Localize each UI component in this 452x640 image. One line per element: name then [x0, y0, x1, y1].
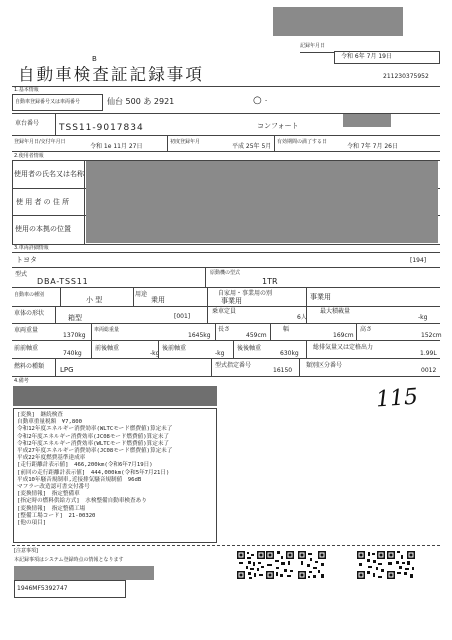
record-date-label: 記録年月日 [300, 43, 326, 49]
note-line: [整備工場コード] 21-00320 [17, 512, 96, 519]
expiry-label: 有効期間の満了する日 [277, 139, 328, 145]
remarks-notes [13, 408, 217, 543]
qr-code-icon [297, 550, 327, 580]
note-line: 令和2年度エネルギー消費効率(JC08モード燃費値)算定未了 [17, 433, 170, 440]
height-label: 高さ [360, 326, 373, 333]
length-value: 459cm [246, 332, 267, 339]
user-name-label: 使用者の氏名又は名称 [14, 170, 84, 178]
doc-title: 自動車検査証記録事項 [18, 65, 204, 84]
note-line: 令和12年度エネルギー消費効率(WLTCモード燃費値)算定未了 [17, 426, 173, 433]
note-line: 平成22年度燃費基準達成率 [17, 455, 86, 462]
max-load-value: -kg [418, 314, 428, 321]
gross-value: 1645kg [188, 332, 211, 339]
disp-label: 総排気量又は定格出力 [313, 344, 374, 351]
qr-code-icon [356, 550, 386, 580]
redacted-top [273, 7, 403, 36]
note-line: [走行距離計表示値] 466,200km(令和6年7月19日) [17, 462, 153, 469]
reg-number: 仙台 500 あ 2921 [107, 97, 175, 106]
rra-value: 630kg [280, 350, 299, 357]
fra-label: 前後軸重 [95, 345, 120, 352]
rra-label: 後後軸重 [237, 345, 262, 352]
first-reg: 平成 25年 5月 [232, 143, 272, 150]
sec4-title: 4.備考 [14, 378, 29, 384]
category-label: 類別区分番号 [306, 362, 343, 369]
serial-number: 211230375952 [383, 73, 429, 80]
length-label: 長さ [218, 326, 231, 333]
model-designation-label: 型式指定番号 [215, 362, 252, 369]
capacity-label: 乗車定員 [212, 308, 237, 315]
kind-label: 自動車の種別 [14, 292, 45, 298]
reg-dash: - [265, 97, 268, 104]
note-line: [変換] 継続検査 [17, 412, 63, 418]
kind-value: 小 型 [86, 296, 103, 304]
note-line: 令和2年度エネルギー消費効率(WLTCモード燃費値)算定未了 [17, 440, 170, 447]
model-designation-value: 16150 [273, 367, 293, 374]
category-value: 0012 [421, 367, 437, 374]
notice-title: [注意事項] [14, 548, 38, 554]
fuel-label: 燃料の種類 [14, 363, 45, 370]
base-label: 使用の本拠の位置 [15, 225, 71, 233]
reg-date: 令和 1e 11月 27日 [90, 143, 143, 150]
height-value: 152cm [421, 332, 442, 339]
qr-code-icon [386, 550, 416, 580]
note-line: マフラー改造認可書交付番号 [17, 484, 90, 491]
note-line: [変換情報] 指定整備工場 [17, 505, 86, 512]
type-label: 型式 [15, 271, 28, 278]
engine-value: 1TR [262, 277, 278, 286]
rfa-label: 後前軸重 [162, 345, 187, 352]
first-reg-label: 初度登録年月 [170, 139, 201, 145]
width-value: 169cm [333, 332, 354, 339]
ffa-value: 740kg [63, 350, 82, 357]
weight-label: 車両重量 [14, 327, 39, 334]
gross-label: 車両総重量 [94, 327, 120, 333]
reg-date-label: 登録年月日/交付年月日 [14, 139, 66, 145]
shape-label: 車体の形状 [14, 310, 45, 317]
note-line: [指定時の燃料供給方式] 水検整備自動車検査あり [17, 498, 147, 505]
purpose-value-right: 事業用 [310, 293, 331, 301]
model-note: コンフォート [257, 122, 299, 130]
note-line: [前回の走行距離計表示値] 444,000km(令和5年7月21日) [17, 469, 170, 476]
capacity-value: 6人 [297, 314, 307, 321]
redacted-serial [343, 114, 391, 127]
width-label: 幅 [283, 326, 290, 333]
type-value: DBA-TSS11 [37, 277, 89, 286]
note-line: 自動車重量税額 ¥7,800 [17, 419, 82, 426]
sec3-title: 3.車両詳細情報 [14, 245, 49, 251]
handwritten-number: 115 [375, 384, 419, 413]
fra-value: -kg [150, 350, 160, 357]
weight-value: 1370kg [63, 332, 86, 339]
reg-circle-icon: ○ [253, 95, 262, 106]
qr-code-icon [265, 550, 295, 580]
page-mark: B [92, 55, 97, 63]
ffa-label: 前前軸重 [14, 345, 39, 352]
maker-code: [194] [410, 257, 427, 264]
qr-code-icon [236, 550, 266, 580]
use-label: 用途 [135, 291, 148, 298]
barcode-text: 1946MF5392747 [17, 585, 68, 592]
use-value: 乗用 [151, 296, 165, 304]
max-load-label: 最大積載量 [320, 308, 351, 315]
fuel-value: LPG [60, 366, 74, 374]
reg-label: 自動車登録番号又は車両番号 [15, 99, 81, 105]
engine-label: 原動機の型式 [210, 270, 241, 276]
chassis-label: 車台番号 [15, 120, 40, 127]
user-addr-label: 使 用 者 の 住 所 [16, 198, 70, 206]
sec2-title: 2.使用者情報 [14, 153, 44, 159]
disp-value: 1.99L [420, 350, 437, 357]
record-date: 令和 6年 7月 19日 [341, 53, 392, 60]
rfa-value: -kg [215, 350, 225, 357]
maker: トヨタ [16, 256, 37, 264]
shape-value: 箱型 [68, 314, 82, 322]
note-line: 平成10年騒音規制車,近接排気騒音規制値 96dB [17, 476, 142, 483]
note-line: [変換情報] 指定整備車 [17, 491, 80, 498]
redacted-remarks-top [13, 386, 217, 406]
notice-text: 本記録事項はシステム登録時点の情報となります [14, 557, 124, 563]
note-line: [他の項目] [17, 520, 47, 527]
note-line: 平成27年度エネルギー消費効率(JC08モード燃費値)算定未了 [17, 448, 173, 455]
purpose-label: 自家用・事業用の別 [218, 290, 273, 297]
shape-code: [001] [174, 313, 191, 320]
chassis-number: TSS11-9017834 [59, 123, 144, 133]
redacted-footer [14, 566, 154, 580]
redacted-user-info [86, 161, 438, 243]
expiry: 令和 7年 7月 26日 [347, 143, 398, 150]
sec1-title: 1.基本情報 [14, 87, 39, 93]
purpose-value: 事業用 [221, 297, 242, 305]
